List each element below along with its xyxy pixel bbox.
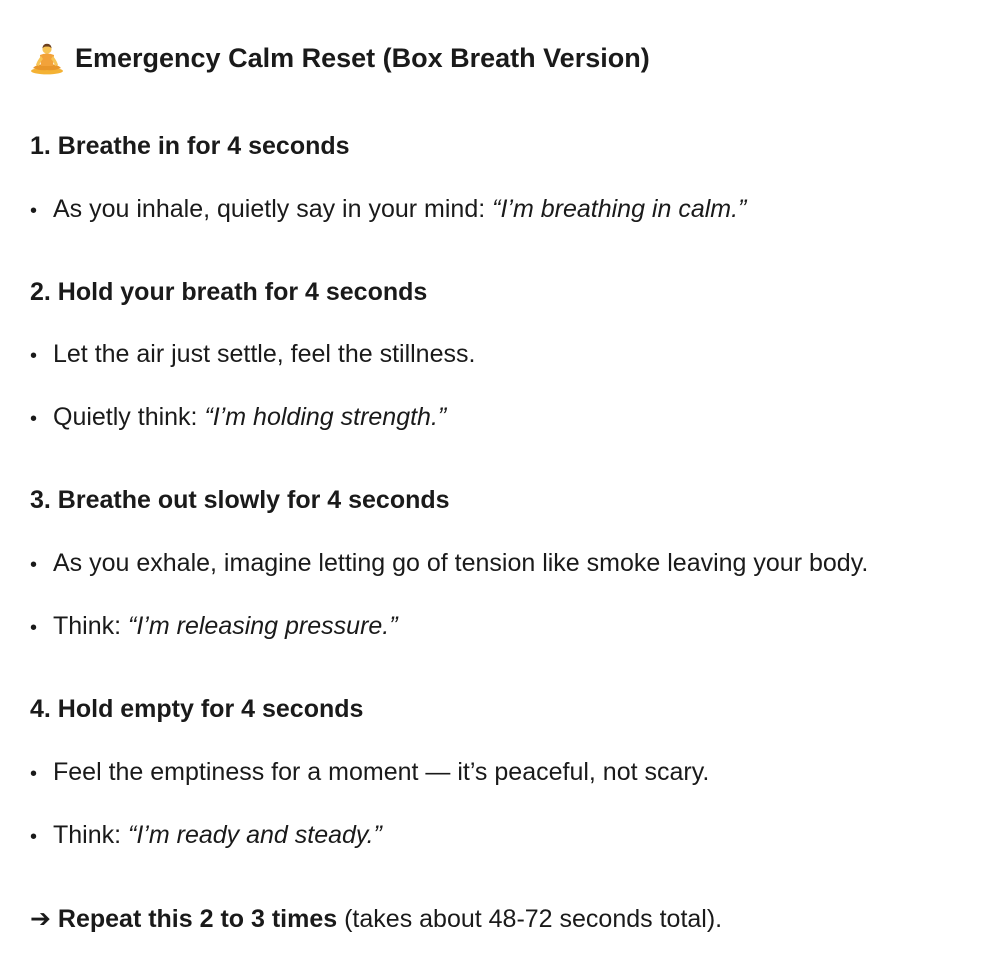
bullet-quote: “I’m holding strength.” xyxy=(204,403,447,431)
bullet-text: Feel the emptiness for a moment — it’s peaceful, not scary. xyxy=(53,758,710,786)
step-3-heading: 3. Breathe out slowly for 4 seconds xyxy=(30,486,450,514)
bullet-quote: “I’m releasing pressure.” xyxy=(128,612,398,640)
bullet-text: Let the air just settle, feel the stillness. xyxy=(53,340,476,368)
document-title-text: Emergency Calm Reset (Box Breath Version) xyxy=(75,43,650,73)
step-4-bullet-1 xyxy=(30,756,709,790)
step-4-bullet-2 xyxy=(30,819,382,853)
step-2-bullet-1 xyxy=(30,338,475,372)
bullet-dot: • xyxy=(30,345,38,367)
bullet-dot: • xyxy=(30,763,38,785)
bullet-text: Think: xyxy=(53,612,129,640)
repeat-instruction-detail: (takes about 48-72 seconds total). xyxy=(344,905,723,933)
step-3-bullet-2 xyxy=(30,610,398,644)
bullet-dot: • xyxy=(30,826,38,848)
bullet-text: As you exhale, imagine letting go of tension like smoke leaving your body. xyxy=(53,549,869,577)
step-2-heading: 2. Hold your breath for 4 seconds xyxy=(30,278,428,306)
step-1-bullet-1 xyxy=(30,193,746,227)
step-3-bullet-1 xyxy=(30,547,868,581)
step-4-heading: 4. Hold empty for 4 seconds xyxy=(30,695,364,723)
bullet-dot: • xyxy=(30,200,38,222)
bullet-quote: “I’m ready and steady.” xyxy=(128,821,382,849)
repeat-instruction xyxy=(30,903,722,935)
bullet-text: As you inhale, quietly say in your mind: xyxy=(53,195,493,223)
repeat-instruction-bold: Repeat this 2 to 3 times xyxy=(57,905,338,933)
document-title xyxy=(30,38,650,78)
bullet-dot: • xyxy=(30,554,38,576)
bullet-text: Quietly think: xyxy=(53,403,205,431)
bullet-quote: “I’m breathing in calm.” xyxy=(492,195,747,223)
person-meditating-icon xyxy=(30,41,64,75)
bullet-text: Think: xyxy=(53,821,129,849)
step-2-bullet-2 xyxy=(30,401,446,435)
bullet-dot: • xyxy=(30,408,38,430)
arrow-icon: ➔ xyxy=(30,905,51,933)
step-1-heading: 1. Breathe in for 4 seconds xyxy=(30,132,350,160)
bullet-dot: • xyxy=(30,617,38,639)
